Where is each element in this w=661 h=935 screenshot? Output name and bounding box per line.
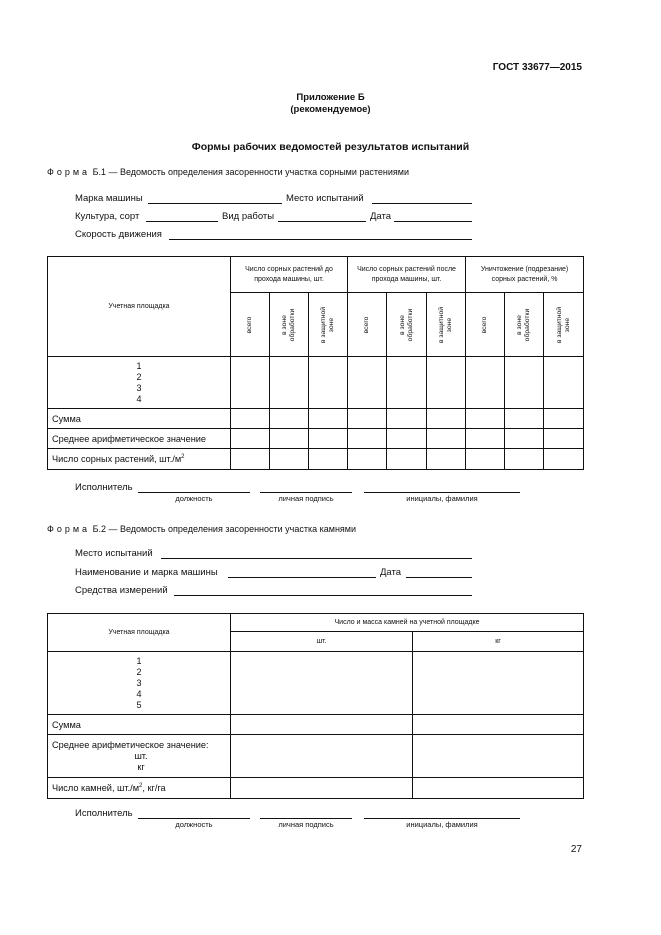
row-mean-label: Среднее арифметическое значение	[48, 429, 231, 449]
machine-brand-line[interactable]	[148, 203, 282, 204]
position-line-2[interactable]	[138, 818, 250, 819]
appendix-subtitle: (рекомендуемое)	[290, 104, 371, 115]
group-destroyed-header: Уничтожение (подрезание) сорных растений, %	[466, 257, 584, 293]
data-cell[interactable]	[309, 429, 348, 449]
data-cell[interactable]	[309, 409, 348, 429]
machine-brand-label: Марка машины	[75, 193, 143, 204]
data-cell[interactable]	[466, 357, 505, 409]
data-cell[interactable]	[270, 429, 309, 449]
weed-table	[47, 256, 584, 470]
date-label-2: Дата	[380, 567, 402, 578]
speed-label: Скорость движения	[75, 229, 162, 240]
data-cell[interactable]	[413, 778, 584, 799]
date-line-2[interactable]	[406, 577, 472, 578]
data-cell[interactable]	[231, 357, 270, 409]
data-cell[interactable]	[387, 449, 427, 470]
test-site-label-2: Место испытаний	[75, 548, 153, 559]
data-cell[interactable]	[466, 449, 505, 470]
stones-table	[47, 613, 584, 799]
data-cell[interactable]	[544, 357, 584, 409]
test-site-label: Место испытаний	[286, 193, 364, 204]
data-cell[interactable]	[505, 409, 544, 429]
form2-caption-text: Б.2 — Ведомость определения засоренности участка камнями	[92, 524, 357, 534]
unit-kg-header: кг	[413, 632, 584, 652]
row-mean-label-2	[48, 735, 231, 778]
table2-corner-header: Учетная площадка	[48, 614, 231, 652]
plot-number: 4	[136, 688, 142, 699]
mean-unit-kg: кг	[137, 761, 145, 772]
subheader-zone-1: в зоне обработки	[270, 293, 309, 357]
crop-variety-line[interactable]	[146, 221, 218, 222]
data-cell[interactable]	[505, 429, 544, 449]
data-cell[interactable]	[505, 357, 544, 409]
data-cell[interactable]	[544, 429, 584, 449]
data-cell[interactable]	[231, 652, 413, 715]
data-cell[interactable]	[505, 449, 544, 470]
data-cell[interactable]	[270, 409, 309, 429]
plot-number: 4	[136, 393, 142, 404]
data-cell[interactable]	[427, 429, 466, 449]
executor-label: Исполнитель	[75, 482, 133, 493]
row-sum-label: Сумма	[48, 409, 231, 429]
plot-number: 2	[136, 666, 142, 677]
data-cell[interactable]	[466, 409, 505, 429]
work-type-label: Вид работы	[222, 211, 275, 222]
data-cell[interactable]	[427, 449, 466, 470]
speed-line[interactable]	[169, 239, 472, 240]
plot-number: 3	[136, 677, 142, 688]
data-cell[interactable]	[231, 715, 413, 735]
date-label: Дата	[370, 211, 392, 222]
appendix-title: Приложение Б	[296, 92, 365, 103]
section-title: Формы рабочих ведомостей результатов испытаний	[191, 141, 470, 153]
subheader-protect-1: в защитной зоне	[309, 293, 348, 357]
data-cell[interactable]	[270, 449, 309, 470]
subheader-total-1: всего	[231, 293, 270, 357]
plot-number: 3	[136, 382, 142, 393]
data-cell[interactable]	[427, 357, 466, 409]
initials-caption-2: инициалы, фамилия	[406, 820, 478, 829]
work-type-line[interactable]	[278, 221, 366, 222]
plot-number: 1	[136, 655, 142, 666]
plot-number: 5	[136, 699, 142, 710]
initials-caption: инициалы, фамилия	[406, 494, 478, 503]
data-cell[interactable]	[231, 735, 413, 778]
data-cell[interactable]	[348, 449, 387, 470]
plot-numbers-cell	[48, 357, 231, 409]
row-weed-density-label: Число сорных растений, $шт./м^2$	[48, 449, 231, 470]
data-cell[interactable]	[309, 449, 348, 470]
data-cell[interactable]	[413, 735, 584, 778]
form2-caption	[47, 524, 356, 534]
crop-variety-label: Культура, сорт	[75, 211, 140, 222]
data-cell[interactable]	[348, 429, 387, 449]
data-cell[interactable]	[427, 409, 466, 429]
page-number: 27	[570, 844, 582, 855]
group-before-header: Число сорных растений до прохода машины, шт.	[231, 257, 348, 293]
data-cell[interactable]	[231, 449, 270, 470]
data-cell[interactable]	[270, 357, 309, 409]
standard-number: ГОСТ 33677—2015	[492, 62, 582, 73]
initials-line[interactable]	[364, 492, 520, 493]
form2-prefix: Форма	[47, 524, 91, 534]
form1-caption-text: Б.1 — Ведомость определения засоренности участка сорными растениями	[92, 167, 410, 177]
signature-line[interactable]	[260, 492, 352, 493]
subheader-zone-2: в зоне обработки	[387, 293, 427, 357]
subheader-total-3: всего	[466, 293, 505, 357]
unit-pcs-header: шт.	[231, 632, 413, 652]
data-cell[interactable]	[413, 652, 584, 715]
data-cell[interactable]	[231, 409, 270, 429]
instruments-line[interactable]	[174, 595, 472, 596]
data-cell[interactable]	[309, 357, 348, 409]
subheader-zone-3: в зоне обработки	[505, 293, 544, 357]
signature-caption: личная подпись	[278, 494, 334, 503]
data-cell[interactable]	[387, 429, 427, 449]
initials-line-2[interactable]	[364, 818, 520, 819]
data-cell[interactable]	[348, 357, 387, 409]
data-cell[interactable]	[466, 429, 505, 449]
position-line[interactable]	[138, 492, 250, 493]
group-after-header: Число сорных растений после прохода машины, шт.	[348, 257, 466, 293]
form1-prefix: Форма	[47, 167, 91, 177]
instruments-label: Средства измерений	[75, 585, 168, 596]
plot-number: 1	[136, 360, 142, 371]
data-cell[interactable]	[231, 429, 270, 449]
data-cell[interactable]	[413, 715, 584, 735]
table1-corner-header: Учетная площадка	[48, 257, 231, 357]
signature-caption-2: личная подпись	[278, 820, 334, 829]
form1-caption	[47, 167, 409, 177]
signature-line-2[interactable]	[260, 818, 352, 819]
subheader-protect-3: в защитной зоне	[544, 293, 584, 357]
data-cell[interactable]	[348, 409, 387, 429]
position-caption-2: должность	[175, 820, 213, 829]
plot-number: 2	[136, 371, 142, 382]
date-line[interactable]	[394, 221, 472, 222]
test-site-line-2[interactable]	[161, 558, 472, 559]
data-cell[interactable]	[387, 409, 427, 429]
stones-group-header: Число и масса камней на учетной площадке	[231, 614, 584, 632]
data-cell[interactable]	[544, 449, 584, 470]
data-cell[interactable]	[231, 778, 413, 799]
row-sum-label-2: Сумма	[48, 715, 231, 735]
subheader-protect-2: в защитной зоне	[427, 293, 466, 357]
test-site-line[interactable]	[372, 203, 472, 204]
subheader-total-2: всего	[348, 293, 387, 357]
machine-name-line[interactable]	[228, 577, 376, 578]
mean-unit-pcs: шт.	[134, 750, 148, 761]
plot-numbers-cell-2	[48, 652, 231, 715]
row-stone-density-label: Число камней, $шт./м^2$, кг/га	[48, 778, 231, 799]
machine-name-label: Наименование и марка машины	[75, 567, 218, 578]
mean-title: Среднее арифметическое значение:	[52, 739, 209, 750]
data-cell[interactable]	[387, 357, 427, 409]
data-cell[interactable]	[544, 409, 584, 429]
position-caption: должность	[175, 494, 213, 503]
executor-label-2: Исполнитель	[75, 808, 133, 819]
